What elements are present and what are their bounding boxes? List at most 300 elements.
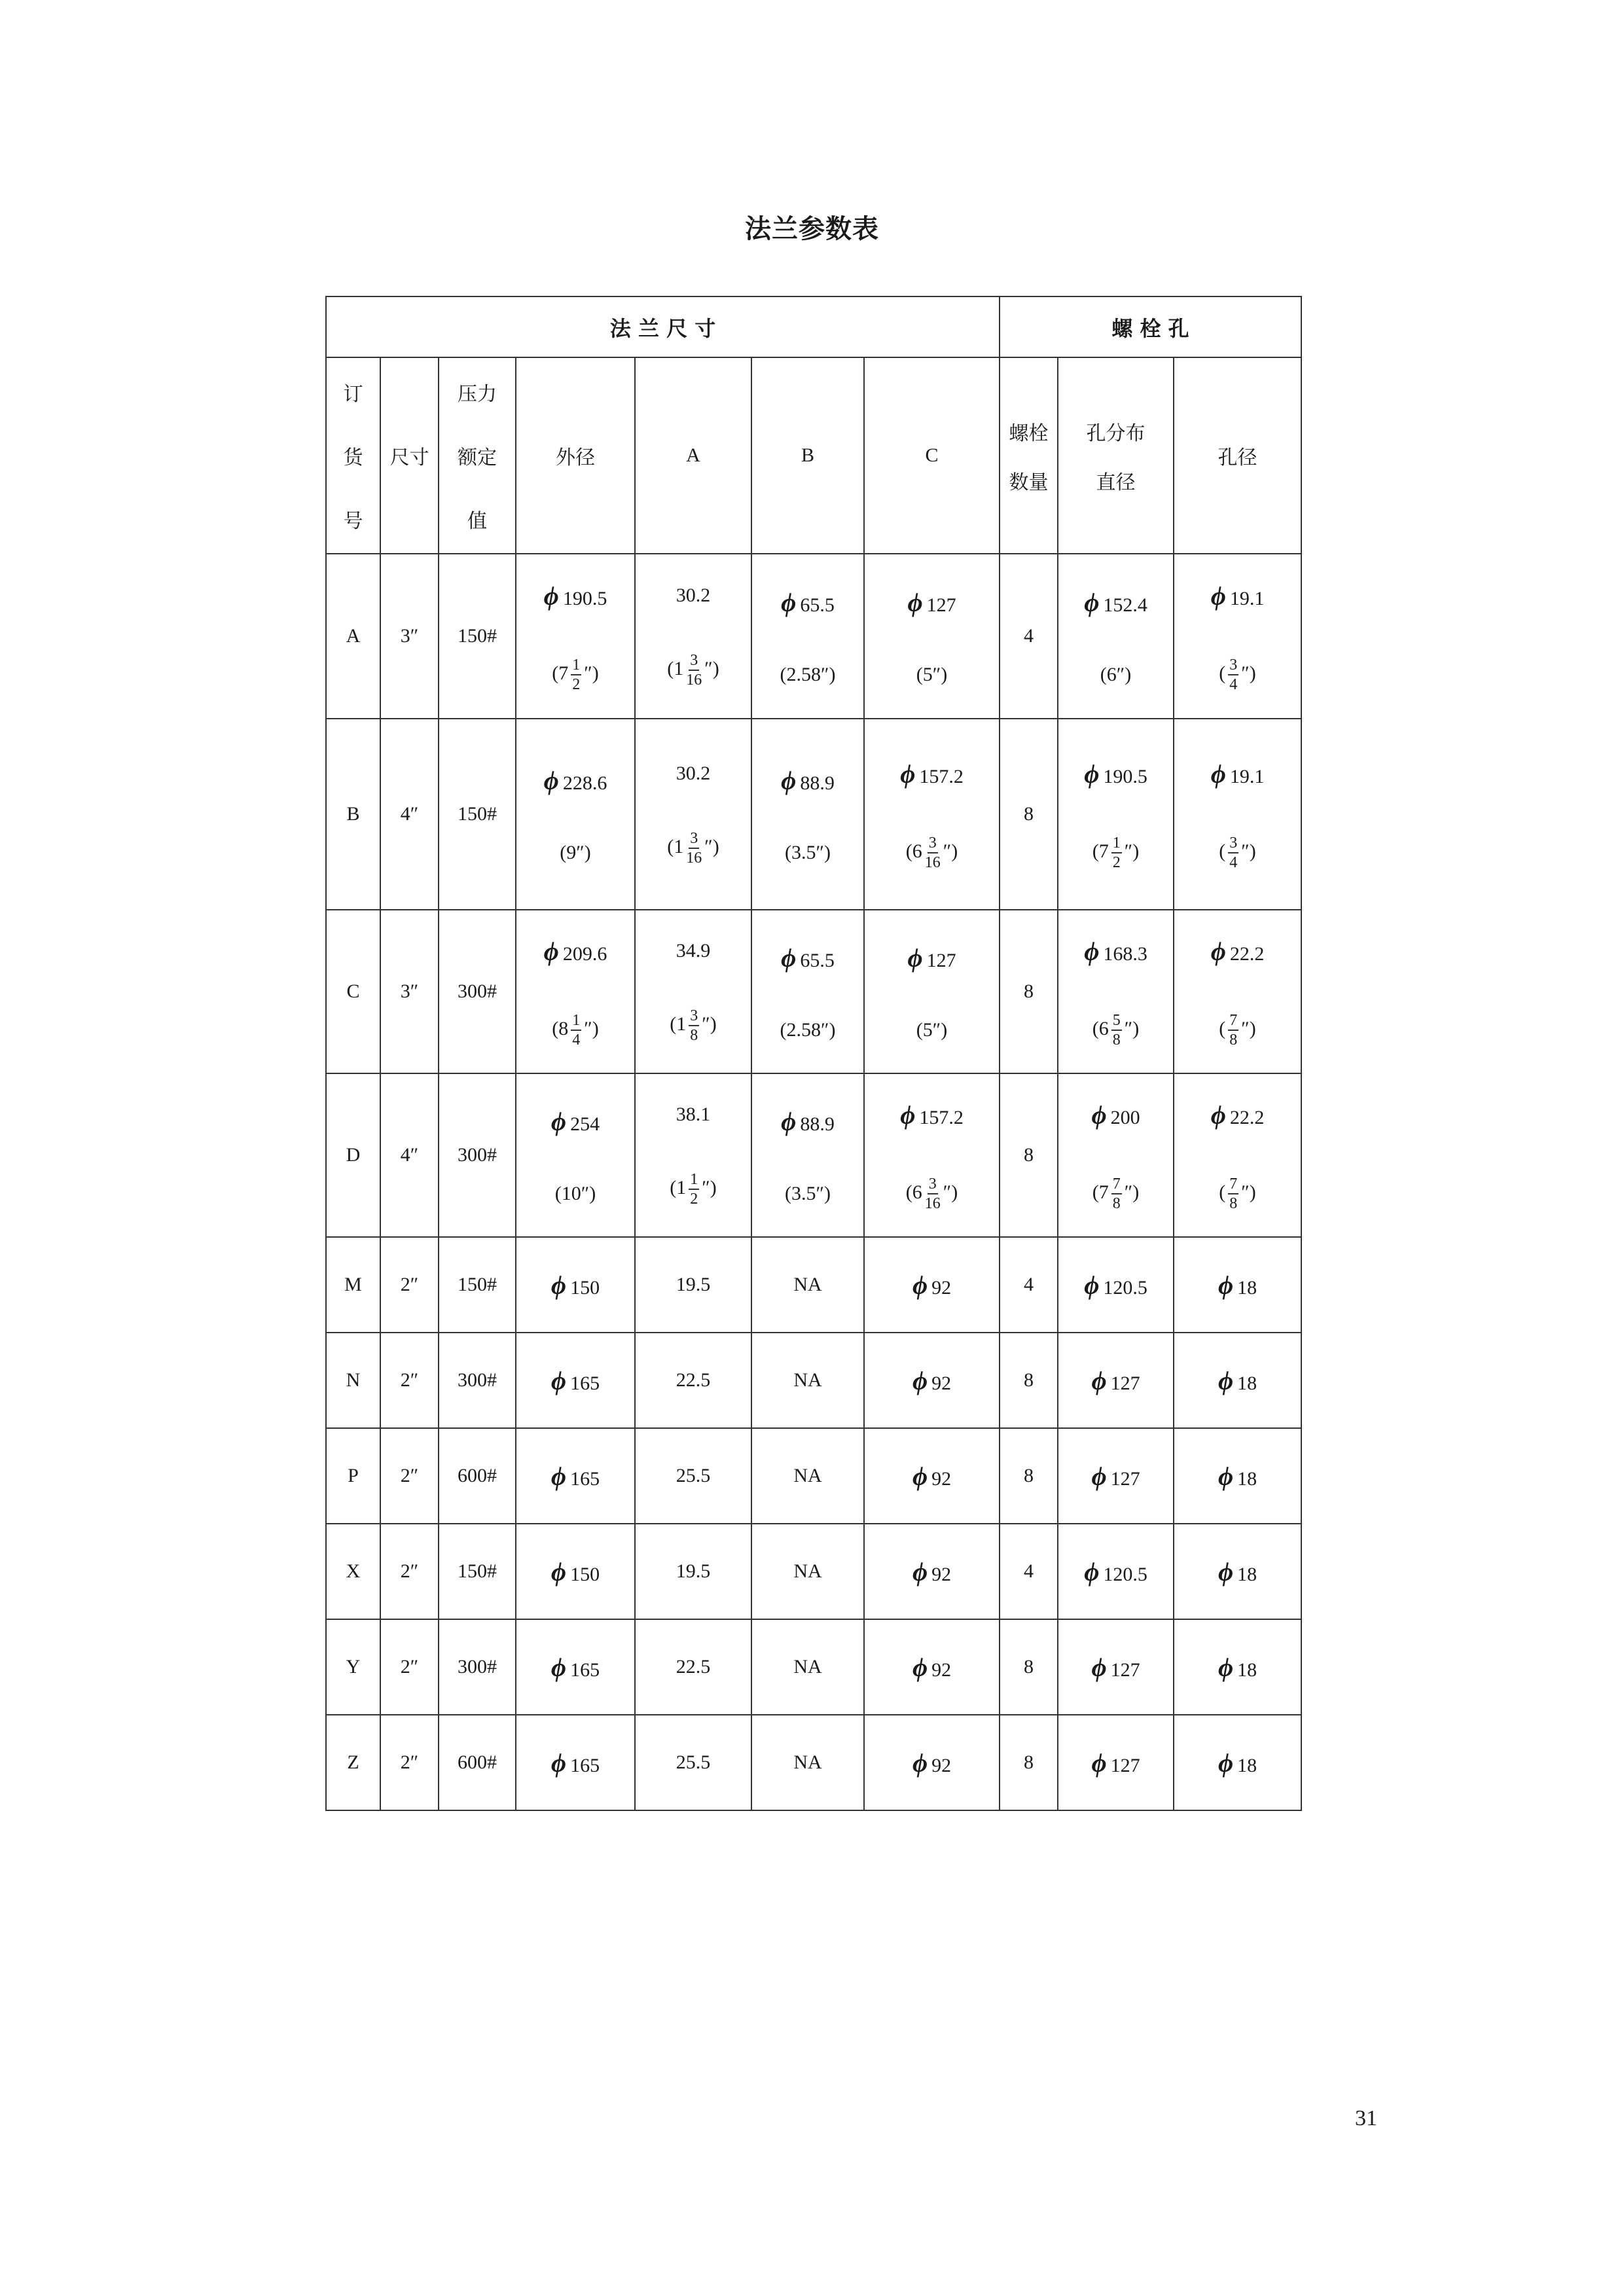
value-mm bbox=[551, 1106, 600, 1137]
outer-diameter-cell bbox=[516, 1333, 635, 1428]
table-row bbox=[326, 1333, 1301, 1428]
phi-icon: ϕ bbox=[900, 759, 916, 789]
outer-diameter-cell-stack bbox=[516, 936, 634, 1048]
c-cell bbox=[864, 1619, 1000, 1715]
value-mm bbox=[551, 1461, 600, 1492]
outer-diameter-cell-stack bbox=[516, 1556, 634, 1587]
value-inch: (9″) bbox=[560, 841, 591, 863]
value-mm bbox=[1218, 1365, 1257, 1396]
mm-text: 18 bbox=[1237, 1659, 1257, 1681]
b-cell-stack bbox=[752, 587, 863, 686]
phi-icon: ϕ bbox=[907, 942, 923, 973]
value-inch: (6 $\frac{5}{8}$ ″) bbox=[1092, 1011, 1140, 1049]
phi-icon: ϕ bbox=[900, 1100, 916, 1130]
value-mm: 38.1 bbox=[676, 1103, 711, 1125]
hole-diameter-cell bbox=[1174, 1428, 1301, 1524]
b-header: B bbox=[751, 357, 864, 554]
value-mm bbox=[1091, 1365, 1140, 1396]
size-cell: 2″ bbox=[380, 1524, 439, 1619]
value-mm bbox=[551, 1652, 600, 1683]
mm-text: 157.2 bbox=[919, 765, 964, 787]
bolt-count-cell: 4 bbox=[1000, 554, 1058, 719]
pcd-cell bbox=[1058, 1715, 1174, 1810]
fraction bbox=[925, 1176, 941, 1211]
pcd-cell bbox=[1058, 1073, 1174, 1237]
pcd-cell bbox=[1058, 1619, 1174, 1715]
value-mm bbox=[1084, 1270, 1147, 1300]
pcd-cell bbox=[1058, 1524, 1174, 1619]
c-cell-stack bbox=[865, 1556, 999, 1587]
value-mm bbox=[1091, 1461, 1140, 1492]
page-title: 法兰参数表 bbox=[745, 214, 879, 244]
value-mm bbox=[900, 1100, 964, 1130]
mm-text: 92 bbox=[931, 1467, 952, 1490]
mm-text: 165 bbox=[570, 1372, 600, 1394]
hole-diameter-cell-stack bbox=[1174, 1461, 1301, 1492]
fraction-numerator: 3 bbox=[689, 1008, 699, 1026]
value-mm: 25.5 bbox=[676, 1751, 711, 1773]
phi-icon: ϕ bbox=[1210, 581, 1226, 611]
fraction-denominator: 16 bbox=[686, 850, 702, 867]
fraction-numerator: 3 bbox=[928, 835, 938, 853]
phi-icon: ϕ bbox=[550, 1556, 567, 1587]
value-mm bbox=[912, 1652, 951, 1683]
phi-icon: ϕ bbox=[912, 1365, 928, 1395]
value-mm: 22.5 bbox=[676, 1656, 711, 1677]
value-inch: ( $\frac{7}{8}$ ″) bbox=[1219, 1011, 1256, 1049]
mm-text: 168.3 bbox=[1103, 942, 1147, 965]
bolt-count-cell: 8 bbox=[1000, 719, 1058, 910]
phi-icon: ϕ bbox=[1091, 1365, 1107, 1395]
a-cell bbox=[635, 1619, 751, 1715]
table-row bbox=[326, 554, 1301, 719]
phi-icon: ϕ bbox=[781, 587, 797, 617]
fraction-numerator: 1 bbox=[571, 657, 581, 675]
fraction-numerator: 7 bbox=[1111, 1176, 1122, 1194]
fraction-numerator: 3 bbox=[689, 831, 699, 849]
phi-icon: ϕ bbox=[543, 936, 559, 966]
pcd-cell-stack bbox=[1058, 1556, 1173, 1587]
hole-diameter-cell bbox=[1174, 1619, 1301, 1715]
a-cell-stack bbox=[636, 1465, 751, 1487]
value-mm bbox=[1084, 1556, 1147, 1587]
a-cell bbox=[635, 1524, 751, 1619]
pcd-cell bbox=[1058, 1333, 1174, 1428]
mm-text: 152.4 bbox=[1103, 594, 1147, 616]
a-cell-stack bbox=[636, 940, 751, 1043]
mm-text: 92 bbox=[931, 1276, 952, 1299]
value-mm bbox=[1218, 1556, 1257, 1587]
value-inch: (6″) bbox=[1100, 663, 1132, 685]
c-cell-stack bbox=[865, 942, 999, 1041]
size-cell: 3″ bbox=[380, 910, 439, 1073]
phi-icon: ϕ bbox=[1091, 1748, 1107, 1778]
value-mm bbox=[912, 1461, 951, 1492]
outer-diameter-cell bbox=[516, 1715, 635, 1810]
phi-icon: ϕ bbox=[550, 1652, 567, 1682]
value-mm bbox=[1091, 1748, 1140, 1778]
value-inch: (7 $\frac{1}{2}$ ″) bbox=[552, 656, 599, 693]
order-no-header-line: 订 bbox=[343, 383, 363, 406]
outer-diameter-cell-stack bbox=[516, 1106, 634, 1205]
pcd-header-line: 孔分布 bbox=[1086, 422, 1146, 445]
order-no-cell: D bbox=[326, 1073, 380, 1237]
a-cell bbox=[635, 1715, 751, 1810]
value-mm: 19.5 bbox=[676, 1560, 711, 1582]
mm-text: 88.9 bbox=[800, 772, 835, 794]
size-cell: 3″ bbox=[380, 554, 439, 719]
pcd-cell-stack bbox=[1058, 1652, 1173, 1683]
hole-diameter-cell bbox=[1174, 1715, 1301, 1810]
bolt-count-header-line: 数量 bbox=[1009, 471, 1049, 494]
fraction-denominator: 8 bbox=[1112, 1194, 1121, 1212]
mm-text: 92 bbox=[931, 1372, 952, 1394]
value-mm bbox=[1218, 1270, 1257, 1300]
table-row bbox=[326, 1715, 1301, 1810]
a-header: A bbox=[635, 357, 751, 554]
mm-text: 92 bbox=[931, 1563, 952, 1585]
fraction-denominator: 8 bbox=[690, 1027, 698, 1044]
c-cell bbox=[864, 1237, 1000, 1333]
table-row bbox=[326, 1524, 1301, 1619]
bolt-count-cell: 8 bbox=[1000, 910, 1058, 1073]
value-inch: ( $\frac{7}{8}$ ″) bbox=[1219, 1175, 1256, 1212]
a-cell-stack bbox=[636, 1560, 751, 1583]
phi-icon: ϕ bbox=[1084, 936, 1100, 966]
hole-diameter-cell bbox=[1174, 1073, 1301, 1237]
pcd-cell-stack bbox=[1058, 936, 1173, 1048]
fraction-numerator: 7 bbox=[1228, 1176, 1238, 1194]
table-row bbox=[326, 1428, 1301, 1524]
fraction-numerator: 1 bbox=[571, 1013, 581, 1031]
value-mm bbox=[551, 1748, 600, 1778]
c-cell-stack bbox=[865, 1270, 999, 1300]
value-mm bbox=[544, 765, 607, 796]
value-mm bbox=[1091, 1100, 1140, 1130]
a-cell-stack bbox=[636, 762, 751, 866]
value-mm: 30.2 bbox=[676, 584, 711, 606]
phi-icon: ϕ bbox=[781, 942, 797, 973]
fraction bbox=[1111, 1176, 1122, 1211]
phi-icon: ϕ bbox=[1210, 1100, 1226, 1130]
mm-text: 19.1 bbox=[1229, 765, 1265, 787]
pcd-cell-stack bbox=[1058, 1461, 1173, 1492]
fraction-numerator: 1 bbox=[1111, 835, 1122, 853]
value-inch: (10″) bbox=[554, 1182, 596, 1204]
pressure-cell: 300# bbox=[439, 1073, 516, 1237]
order-no-cell: N bbox=[326, 1333, 380, 1428]
outer-diameter-cell-stack bbox=[516, 581, 634, 692]
mm-text: 65.5 bbox=[800, 949, 835, 971]
mm-text: 165 bbox=[570, 1659, 600, 1681]
value-mm bbox=[1211, 936, 1265, 967]
mm-text: 120.5 bbox=[1103, 1276, 1147, 1299]
b-cell bbox=[751, 1073, 864, 1237]
hole-diameter-header: 孔径 bbox=[1174, 357, 1301, 554]
outer-diameter-cell bbox=[516, 1524, 635, 1619]
value-mm bbox=[544, 581, 607, 611]
bolt-hole-group-header: 螺 栓 孔 bbox=[1000, 296, 1301, 357]
fraction bbox=[925, 835, 941, 870]
hole-diameter-cell bbox=[1174, 1333, 1301, 1428]
mm-text: 22.2 bbox=[1229, 1106, 1265, 1128]
mm-text: 254 bbox=[570, 1113, 600, 1135]
fraction bbox=[686, 653, 702, 688]
value-inch: (1 $\frac{3}{8}$ ″) bbox=[670, 1007, 717, 1044]
pressure-cell: 150# bbox=[439, 719, 516, 910]
c-cell-stack bbox=[865, 1461, 999, 1492]
value-mm: 22.5 bbox=[676, 1369, 711, 1391]
outer-diameter-cell-stack bbox=[516, 1461, 634, 1492]
value-mm bbox=[781, 765, 835, 796]
value-mm bbox=[781, 587, 835, 618]
fraction-denominator: 2 bbox=[690, 1191, 698, 1208]
phi-icon: ϕ bbox=[543, 581, 559, 611]
pressure-header-line: 值 bbox=[467, 509, 487, 533]
mm-text: 127 bbox=[1110, 1467, 1140, 1490]
table-row bbox=[326, 719, 1301, 910]
phi-icon: ϕ bbox=[1084, 1556, 1100, 1587]
value-inch: (6 $\frac{3}{16}$ ″) bbox=[905, 834, 958, 871]
flange-parameter-table bbox=[325, 296, 1302, 1811]
phi-icon: ϕ bbox=[1218, 1365, 1234, 1395]
b-cell-stack bbox=[752, 765, 863, 864]
value-mm bbox=[1084, 936, 1147, 967]
value-mm bbox=[1218, 1652, 1257, 1683]
b-cell: NA bbox=[751, 1715, 864, 1810]
bolt-count-cell: 8 bbox=[1000, 1715, 1058, 1810]
value-inch: (8 $\frac{1}{4}$ ″) bbox=[552, 1011, 599, 1049]
hole-diameter-cell-stack bbox=[1174, 1100, 1301, 1211]
outer-diameter-cell bbox=[516, 1237, 635, 1333]
order-no-cell: M bbox=[326, 1237, 380, 1333]
c-cell bbox=[864, 719, 1000, 910]
pressure-cell: 300# bbox=[439, 910, 516, 1073]
mm-text: 165 bbox=[570, 1467, 600, 1490]
outer-diameter-cell bbox=[516, 554, 635, 719]
a-cell-stack bbox=[636, 1656, 751, 1678]
value-mm bbox=[912, 1365, 951, 1396]
pcd-cell bbox=[1058, 1428, 1174, 1524]
pcd-cell bbox=[1058, 719, 1174, 910]
b-cell bbox=[751, 554, 864, 719]
value-inch: (1 $\frac{3}{16}$ ″) bbox=[667, 830, 719, 867]
a-cell bbox=[635, 910, 751, 1073]
value-mm bbox=[912, 1556, 951, 1587]
value-inch: (3.5″) bbox=[785, 841, 831, 863]
hole-diameter-cell-stack bbox=[1174, 1556, 1301, 1587]
value-inch: (2.58″) bbox=[780, 663, 836, 685]
pcd-cell bbox=[1058, 910, 1174, 1073]
pressure-cell: 600# bbox=[439, 1428, 516, 1524]
outer-diameter-cell bbox=[516, 910, 635, 1073]
size-cell: 4″ bbox=[380, 719, 439, 910]
pcd-cell-stack bbox=[1058, 1365, 1173, 1396]
fraction-numerator: 1 bbox=[689, 1172, 699, 1190]
a-cell-stack bbox=[636, 1751, 751, 1774]
pressure-header-line: 压力 bbox=[458, 383, 497, 406]
c-cell bbox=[864, 554, 1000, 719]
a-cell-stack bbox=[636, 1274, 751, 1296]
fraction-numerator: 3 bbox=[1228, 657, 1238, 675]
table-row bbox=[326, 1073, 1301, 1237]
mm-text: 19.1 bbox=[1229, 587, 1265, 609]
mm-text: 200 bbox=[1110, 1106, 1140, 1128]
c-cell bbox=[864, 1333, 1000, 1428]
fraction-denominator: 4 bbox=[572, 1031, 581, 1049]
outer-diameter-header: 外径 bbox=[516, 357, 635, 554]
value-mm bbox=[551, 1270, 600, 1300]
pressure-header-line: 额定 bbox=[458, 446, 497, 469]
phi-icon: ϕ bbox=[1084, 587, 1100, 617]
phi-icon: ϕ bbox=[550, 1365, 567, 1395]
order-no-cell: P bbox=[326, 1428, 380, 1524]
phi-icon: ϕ bbox=[550, 1748, 567, 1778]
b-cell: NA bbox=[751, 1333, 864, 1428]
bolt-count-cell: 8 bbox=[1000, 1619, 1058, 1715]
pcd-cell bbox=[1058, 554, 1174, 719]
pressure-cell: 600# bbox=[439, 1715, 516, 1810]
c-header: C bbox=[864, 357, 1000, 554]
phi-icon: ϕ bbox=[912, 1461, 928, 1491]
value-mm bbox=[900, 759, 964, 789]
hole-diameter-cell bbox=[1174, 1237, 1301, 1333]
fraction-denominator: 4 bbox=[1229, 675, 1238, 693]
phi-icon: ϕ bbox=[912, 1652, 928, 1682]
value-mm bbox=[1211, 759, 1265, 789]
phi-icon: ϕ bbox=[543, 765, 559, 795]
value-mm bbox=[1084, 587, 1147, 618]
value-inch: (3.5″) bbox=[785, 1182, 831, 1204]
c-cell-stack bbox=[865, 1365, 999, 1396]
hole-diameter-cell-stack bbox=[1174, 1748, 1301, 1778]
mm-text: 190.5 bbox=[562, 587, 607, 609]
c-cell-stack bbox=[865, 759, 999, 870]
pcd-cell-stack bbox=[1058, 587, 1173, 686]
bolt-count-cell: 8 bbox=[1000, 1333, 1058, 1428]
pcd-cell-stack bbox=[1058, 759, 1173, 870]
mm-text: 92 bbox=[931, 1659, 952, 1681]
value-mm bbox=[1218, 1461, 1257, 1492]
b-cell: NA bbox=[751, 1619, 864, 1715]
table-row bbox=[326, 1237, 1301, 1333]
value-mm bbox=[907, 942, 956, 973]
value-inch: ( $\frac{3}{4}$ ″) bbox=[1219, 656, 1256, 693]
phi-icon: ϕ bbox=[1084, 1270, 1100, 1300]
pcd-cell-stack bbox=[1058, 1100, 1173, 1211]
c-cell-stack bbox=[865, 1100, 999, 1211]
fraction-denominator: 8 bbox=[1112, 1031, 1121, 1049]
value-mm bbox=[544, 936, 607, 967]
mm-text: 157.2 bbox=[919, 1106, 964, 1128]
value-inch: (7 $\frac{7}{8}$ ″) bbox=[1092, 1175, 1140, 1212]
order-no-header bbox=[326, 357, 380, 554]
order-no-header-line: 货 bbox=[343, 446, 363, 469]
bolt-count-cell: 8 bbox=[1000, 1073, 1058, 1237]
value-mm bbox=[781, 942, 835, 973]
a-cell bbox=[635, 719, 751, 910]
phi-icon: ϕ bbox=[550, 1270, 567, 1300]
phi-icon: ϕ bbox=[1218, 1270, 1234, 1300]
fraction-denominator: 16 bbox=[924, 853, 941, 871]
mm-text: 18 bbox=[1237, 1754, 1257, 1776]
mm-text: 120.5 bbox=[1103, 1563, 1147, 1585]
value-inch: (1 $\frac{1}{2}$ ″) bbox=[670, 1171, 717, 1208]
hole-diameter-cell bbox=[1174, 554, 1301, 719]
value-mm bbox=[1218, 1748, 1257, 1778]
pressure-cell: 300# bbox=[439, 1333, 516, 1428]
phi-icon: ϕ bbox=[550, 1106, 567, 1136]
fraction-denominator: 8 bbox=[1229, 1031, 1238, 1049]
c-cell bbox=[864, 1073, 1000, 1237]
a-cell bbox=[635, 1073, 751, 1237]
b-cell: NA bbox=[751, 1428, 864, 1524]
phi-icon: ϕ bbox=[1210, 936, 1226, 966]
mm-text: 22.2 bbox=[1229, 942, 1265, 965]
order-no-cell: Y bbox=[326, 1619, 380, 1715]
hole-diameter-cell-stack bbox=[1174, 581, 1301, 692]
value-inch: (7 $\frac{1}{2}$ ″) bbox=[1092, 834, 1140, 871]
value-inch: (2.58″) bbox=[780, 1018, 836, 1041]
mm-text: 150 bbox=[570, 1276, 600, 1299]
value-inch: (6 $\frac{3}{16}$ ″) bbox=[905, 1175, 958, 1212]
phi-icon: ϕ bbox=[1084, 759, 1100, 789]
hole-diameter-cell bbox=[1174, 719, 1301, 910]
hole-diameter-cell bbox=[1174, 910, 1301, 1073]
fraction bbox=[1228, 1013, 1238, 1048]
mm-text: 88.9 bbox=[800, 1113, 835, 1135]
mm-text: 228.6 bbox=[562, 772, 607, 794]
pressure-header bbox=[439, 357, 516, 554]
bolt-count-cell: 4 bbox=[1000, 1237, 1058, 1333]
c-cell-stack bbox=[865, 587, 999, 686]
hole-diameter-cell-stack bbox=[1174, 1365, 1301, 1396]
b-cell bbox=[751, 910, 864, 1073]
value-inch: (1 $\frac{3}{16}$ ″) bbox=[667, 652, 719, 689]
size-cell: 2″ bbox=[380, 1619, 439, 1715]
fraction bbox=[689, 1172, 699, 1207]
b-cell: NA bbox=[751, 1237, 864, 1333]
value-mm bbox=[551, 1365, 600, 1396]
phi-icon: ϕ bbox=[781, 1106, 797, 1136]
phi-icon: ϕ bbox=[907, 587, 923, 617]
phi-icon: ϕ bbox=[912, 1270, 928, 1300]
phi-icon: ϕ bbox=[1091, 1100, 1107, 1130]
pressure-cell: 150# bbox=[439, 1237, 516, 1333]
size-cell: 2″ bbox=[380, 1333, 439, 1428]
order-no-cell: B bbox=[326, 719, 380, 910]
size-cell: 4″ bbox=[380, 1073, 439, 1237]
a-cell bbox=[635, 1237, 751, 1333]
fraction-numerator: 3 bbox=[689, 653, 699, 671]
fraction bbox=[1111, 835, 1122, 870]
column-header-row bbox=[326, 357, 1301, 554]
mm-text: 150 bbox=[570, 1563, 600, 1585]
fraction-numerator: 5 bbox=[1111, 1013, 1122, 1031]
fraction bbox=[1228, 835, 1238, 870]
value-mm bbox=[1091, 1652, 1140, 1683]
outer-diameter-cell bbox=[516, 719, 635, 910]
bolt-count-header bbox=[1000, 357, 1058, 554]
outer-diameter-cell bbox=[516, 1428, 635, 1524]
a-cell bbox=[635, 554, 751, 719]
fraction bbox=[1228, 657, 1238, 692]
a-cell-stack bbox=[636, 584, 751, 688]
fraction-denominator: 2 bbox=[1112, 853, 1121, 871]
fraction bbox=[571, 1013, 581, 1048]
fraction bbox=[571, 657, 581, 692]
pressure-cell: 150# bbox=[439, 1524, 516, 1619]
